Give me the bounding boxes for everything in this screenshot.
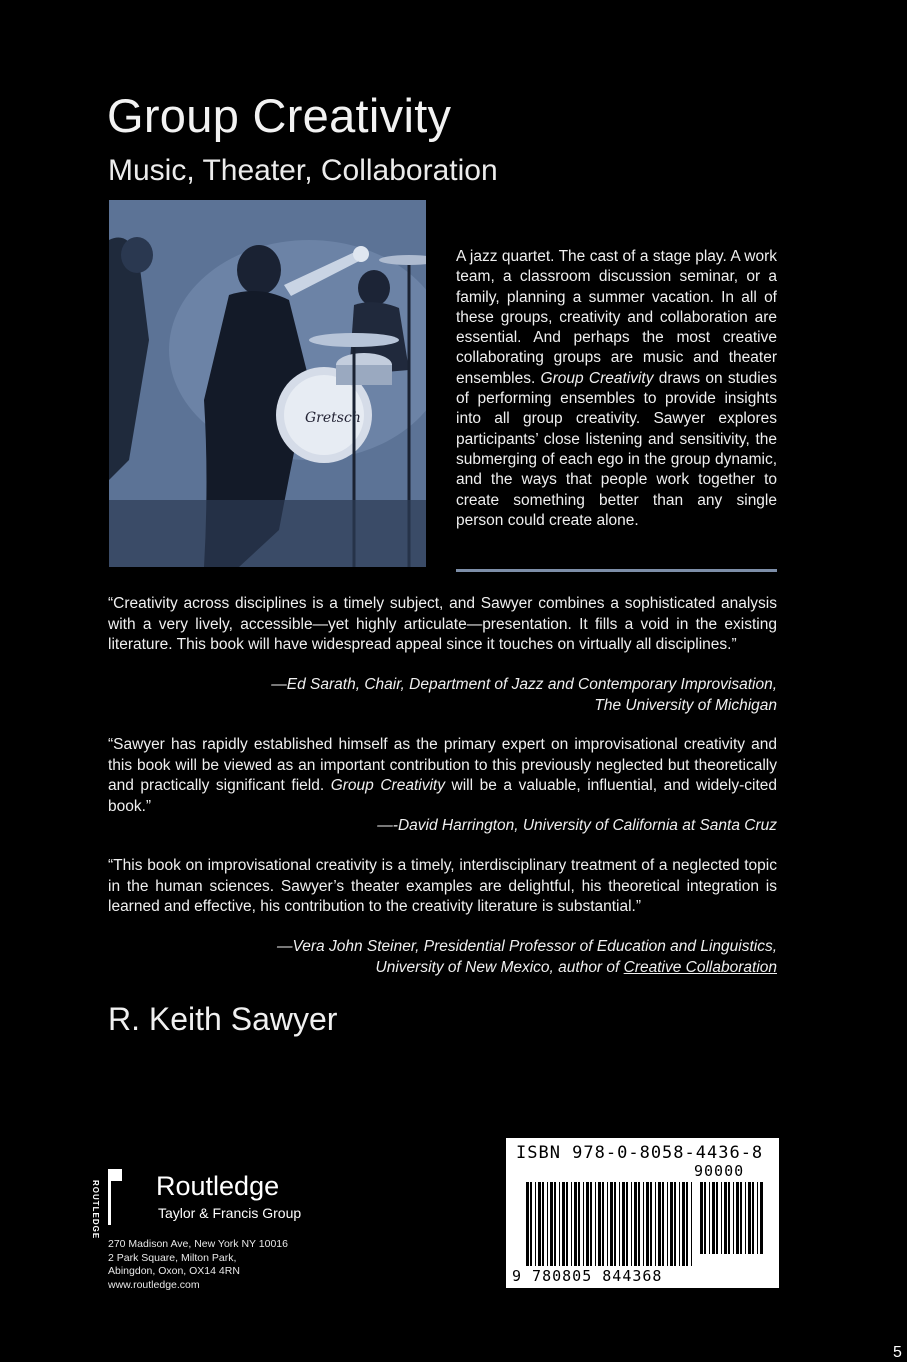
barcode-bar	[643, 1182, 644, 1266]
ean-digits: 9 780805 844368	[512, 1267, 663, 1285]
book-subtitle: Music, Theater, Collaboration	[108, 154, 498, 187]
barcode-bar	[614, 1182, 616, 1266]
blurb-italic-title: Group Creativity	[540, 369, 654, 387]
barcode-bar	[634, 1182, 637, 1266]
barcode-bar	[571, 1182, 572, 1266]
barcode-bar	[554, 1182, 556, 1266]
barcode-bar	[526, 1182, 529, 1266]
endorsement-attribution-3	[108, 937, 777, 978]
endorsement-quote-1: “Creativity across disciplines is a timely subject, and Sawyer combines a sophisticated analysis with a very lively, accessible—yet highly articulate—presentation. It fills a void in the existing literature. This book will have widespread appeal since it touches on virtually all disciplines.”	[108, 595, 777, 653]
endorsement-attribution-1	[108, 675, 777, 716]
barcode-bar	[619, 1182, 620, 1266]
barcode-bar	[631, 1182, 632, 1266]
back-cover-blurb	[456, 247, 777, 531]
barcode-bar	[712, 1182, 715, 1254]
barcode-bar	[638, 1182, 640, 1266]
barcode-bar	[626, 1182, 628, 1266]
attribution-line: —-David Harrington, University of California at Santa Cruz	[377, 817, 777, 834]
endorsement-quote-3: “This book on improvisational creativity is a timely, interdisciplinary treatment of a neglected topic in the human sciences. Sawyer’s theater examples are delightful, his theoretical integration is learned and effective, his contribution to the creativity literature is substantial.”	[108, 857, 777, 915]
barcode-bar	[721, 1182, 722, 1254]
price-code: 90000	[694, 1162, 745, 1180]
attribution-line	[108, 958, 777, 979]
barcode-bar	[691, 1182, 692, 1266]
barcode-bar	[733, 1182, 734, 1254]
address-line: Abingdon, Oxon, OX14 4RN	[108, 1265, 240, 1277]
book-reference: Creative Collaboration	[623, 958, 777, 976]
barcode-bar	[650, 1182, 652, 1266]
ean-bars	[526, 1182, 696, 1268]
price-bars	[700, 1182, 770, 1254]
address-line: www.routledge.com	[108, 1278, 200, 1291]
routledge-logo-icon	[106, 1167, 124, 1225]
publisher-name: Routledge	[156, 1171, 280, 1201]
barcode-bar	[562, 1182, 565, 1266]
publisher-address	[108, 1238, 288, 1292]
barcode-bar	[745, 1182, 746, 1254]
attribution-line: —Ed Sarath, Chair, Department of Jazz and Contemporary Improvisation,	[271, 676, 777, 693]
barcode-bar	[646, 1182, 649, 1266]
attribution-line: The University of Michigan	[594, 696, 777, 714]
barcode-bar	[538, 1182, 541, 1266]
blurb-text-1: A jazz quartet. The cast of a stage play. A work team, a classroom discussion seminar, or a family, planning a summer vacation. In all of these groups, creativity and collaboration are essential. And perhaps the most creative collaborating groups are music and theater ensembles.	[456, 248, 777, 387]
barcode-bar	[736, 1182, 739, 1254]
barcode-bar	[590, 1182, 592, 1266]
barcode-bar	[686, 1182, 688, 1266]
routledge-vertical-mark: ROUTLEDGE	[91, 1180, 100, 1240]
barcode-bar	[574, 1182, 577, 1266]
publisher-group: Taylor & Francis Group	[158, 1205, 302, 1221]
barcode-bar	[610, 1182, 613, 1266]
endorsement-quote-2	[108, 735, 777, 817]
barcode-bar	[583, 1182, 584, 1266]
barcode-bar	[550, 1182, 553, 1266]
barcode-bar	[716, 1182, 718, 1254]
barcode-bar	[662, 1182, 664, 1266]
quote-italic-title: Group Creativity	[330, 777, 445, 794]
isbn-label: ISBN 978-0-8058-4436-8	[516, 1143, 764, 1163]
quote-text: will be a valuable, influential, and widely-cited book.”	[108, 777, 777, 815]
barcode-bar	[704, 1182, 706, 1254]
jazz-quartet-photo	[109, 200, 426, 567]
barcode-bar	[586, 1182, 589, 1266]
barcode-bar	[607, 1182, 608, 1266]
barcode-bar	[760, 1182, 763, 1254]
edge-mark: 5	[893, 1344, 902, 1361]
barcode-bar	[655, 1182, 656, 1266]
divider-rule	[456, 569, 777, 572]
endorsement-attribution-2	[108, 816, 777, 837]
author-name: R. Keith Sawyer	[108, 1001, 338, 1037]
barcode-bar	[682, 1182, 685, 1266]
quote-text: “Sawyer has rapidly established himself as the primary expert on improvisational creativity and this book will be viewed as an important contribution to this previously neglected but theoretically and practically significant field.	[108, 736, 777, 794]
barcode-bar	[709, 1182, 710, 1254]
barcode-bar	[622, 1182, 625, 1266]
barcode-bar	[578, 1182, 580, 1266]
attribution-prefix: University of New Mexico, author of	[375, 958, 624, 976]
barcode-bar	[670, 1182, 673, 1266]
barcode-bar	[658, 1182, 661, 1266]
address-line: 270 Madison Ave, New York NY 10016	[108, 1238, 288, 1250]
barcode-bar	[748, 1182, 751, 1254]
book-title: Group Creativity	[107, 89, 452, 142]
barcode-bar	[559, 1182, 560, 1266]
barcode-bar	[674, 1182, 676, 1266]
barcode-bar	[530, 1182, 532, 1266]
barcode-bar	[542, 1182, 544, 1266]
barcode-bar	[667, 1182, 668, 1266]
barcode-bar	[566, 1182, 568, 1266]
barcode-bar	[728, 1182, 730, 1254]
isbn-barcode	[506, 1138, 779, 1288]
svg-text:Gretsch: Gretsch	[305, 410, 361, 426]
barcode-bar	[598, 1182, 601, 1266]
barcode-bar	[757, 1182, 758, 1254]
address-line: 2 Park Square, Milton Park,	[108, 1251, 237, 1264]
barcode-bar	[547, 1182, 548, 1266]
barcode-bar	[740, 1182, 742, 1254]
barcode-bar	[595, 1182, 596, 1266]
attribution-line: —Vera John Steiner, Presidential Professor of Education and Linguistics,	[276, 938, 777, 955]
barcode-bar	[724, 1182, 727, 1254]
blurb-text-2: draws on studies of performing ensembles to provide insights into all group creativity. Sawyer explores participants’ close listening and sensitivity, the submerging of each ego in the group dynamic, and the ways that people work together to create something better than any single person could create alone.	[456, 369, 778, 529]
barcode-bar	[602, 1182, 604, 1266]
barcode-bar	[752, 1182, 754, 1254]
barcode-bar	[700, 1182, 703, 1254]
barcode-bar	[535, 1182, 536, 1266]
barcode-bar	[679, 1182, 680, 1266]
